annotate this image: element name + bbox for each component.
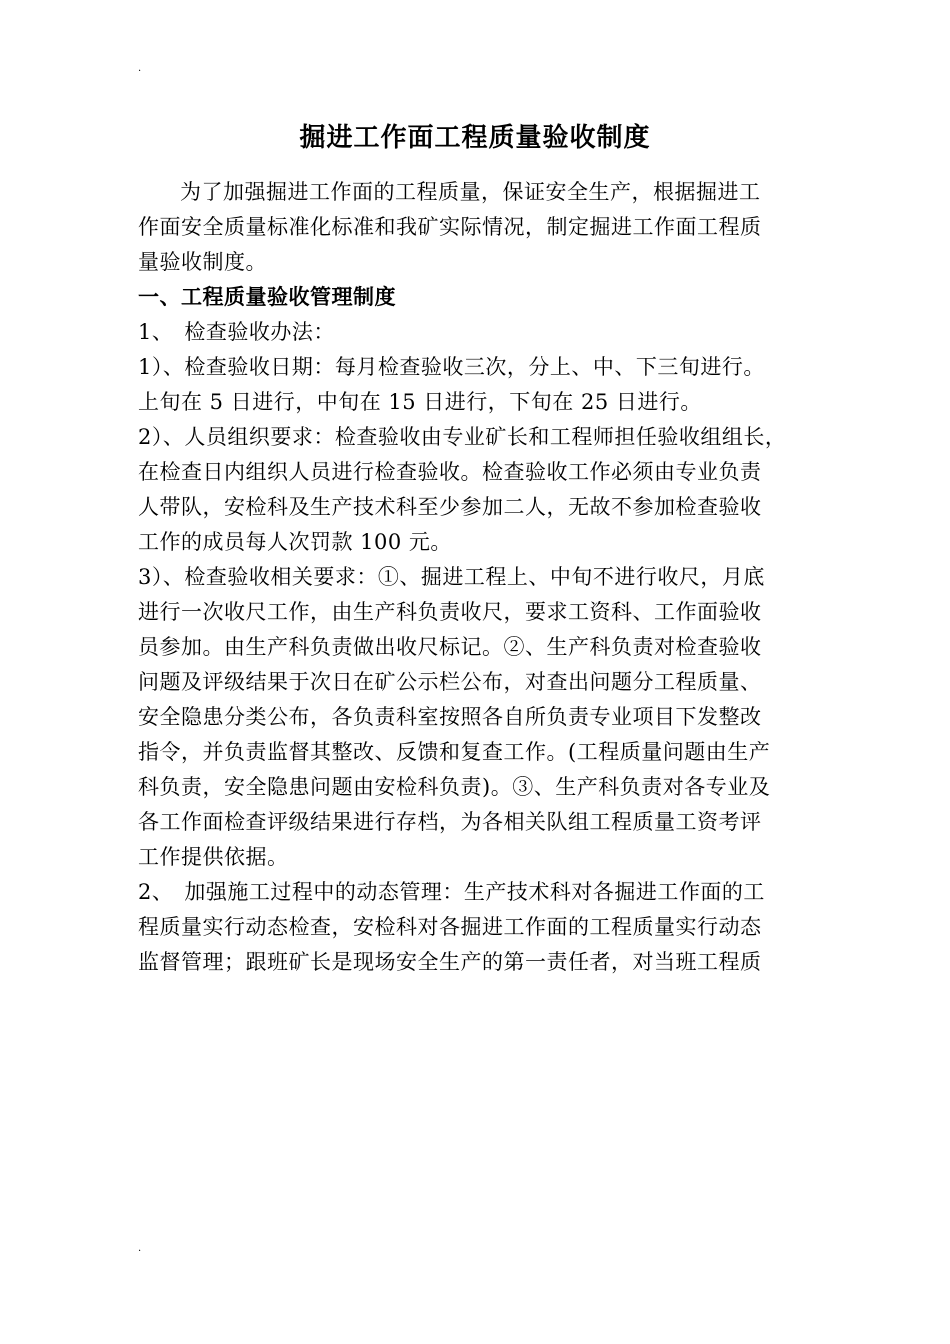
paragraph-line: 指令，并负责监督其整改、反馈和复查工作。(工程质量问题由生产: [138, 740, 771, 764]
paragraph-line: 安全隐患分类公布，各负责科室按照各自所负责专业项目下发整改: [138, 705, 762, 729]
paragraph-line: 1、 检查验收办法：: [138, 320, 335, 344]
paragraph-line: 3）、检查验收相关要求：①、掘进工程上、中旬不进行收尺，月底: [138, 565, 765, 589]
document-title: 掘进工作面工程质量验收制度: [299, 123, 651, 153]
paragraph-line: 人带队，安检科及生产技术科至少参加二人，无故不参加检查验收: [138, 495, 762, 519]
page-top-mark: .: [138, 63, 142, 74]
paragraph-line: 进行一次收尺工作，由生产科负责收尺，要求工资科、工作面验收: [138, 600, 762, 624]
paragraph-line: 工作提供依据。: [138, 845, 289, 869]
paragraph-line: 2）、人员组织要求：检查验收由专业矿长和工程师担任验收组组长，: [138, 425, 787, 449]
paragraph-line: 在检查日内组织人员进行检查验收。检查验收工作必须由专业负责: [138, 460, 762, 484]
paragraph-line: 为了加强掘进工作面的工程质量，保证安全生产，根据掘进工: [180, 180, 761, 204]
paragraph-line: 上旬在 5 日进行，中旬在 15 日进行，下旬在 25 日进行。: [138, 390, 702, 414]
section-heading: 一、工程质量验收管理制度: [138, 285, 396, 309]
page-bottom-mark: .: [138, 1243, 142, 1254]
paragraph-line: 量验收制度。: [138, 250, 267, 274]
paragraph-line: 1）、检查验收日期：每月检查验收三次，分上、中、下三旬进行。: [138, 355, 765, 379]
paragraph-line: 问题及评级结果于次日在矿公示栏公布，对查出问题分工程质量、: [138, 670, 762, 694]
paragraph-line: 科负责，安全隐患问题由安检科负责)。③、生产科负责对各专业及: [138, 775, 771, 799]
paragraph-line: 监督管理；跟班矿长是现场安全生产的第一责任者，对当班工程质: [138, 950, 762, 974]
paragraph-line: 程质量实行动态检查，安检科对各掘进工作面的工程质量实行动态: [138, 915, 762, 939]
paragraph-line: 员参加。由生产科负责做出收尺标记。②、生产科负责对检查验收: [138, 635, 762, 659]
paragraph-line: 作面安全质量标准化标准和我矿实际情况，制定掘进工作面工程质: [138, 215, 762, 239]
paragraph-line: 2、 加强施工过程中的动态管理：生产技术科对各掘进工作面的工: [138, 880, 765, 904]
document-body: [138, 175, 838, 980]
paragraph-line: 工作的成员每人次罚款 100 元。: [138, 530, 452, 554]
paragraph-line: 各工作面检查评级结果进行存档，为各相关队组工程质量工资考评: [138, 810, 762, 834]
